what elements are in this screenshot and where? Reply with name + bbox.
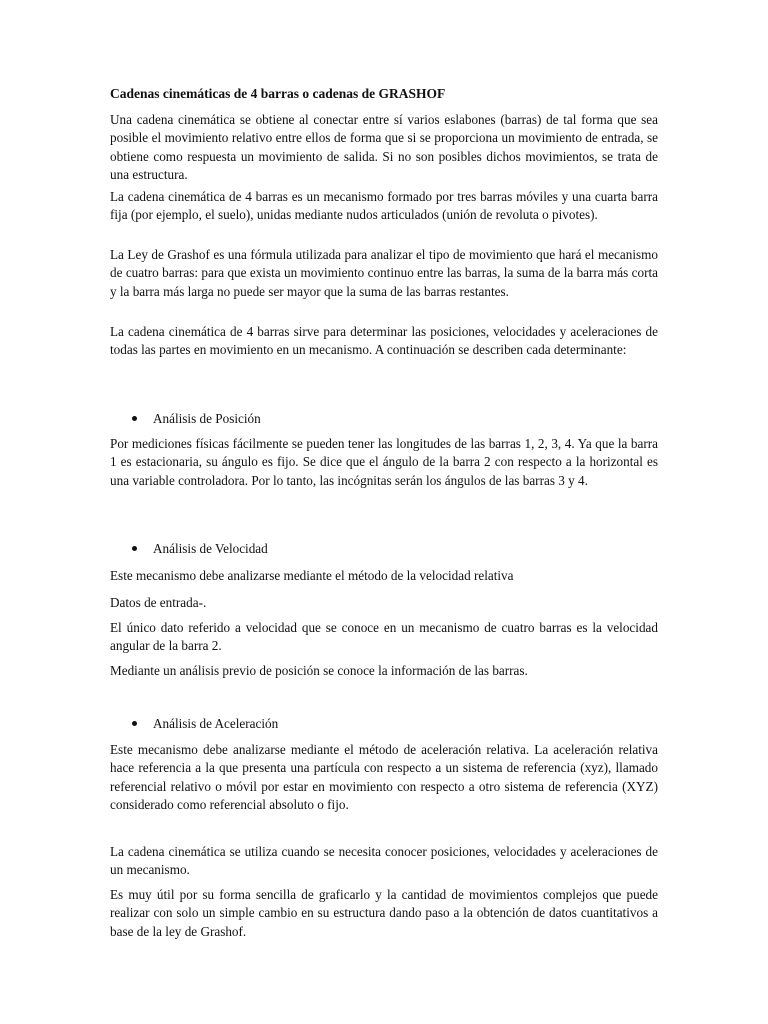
section-heading-velocidad (132, 540, 268, 558)
intro-paragraph-2: La cadena cinemática de 4 barras es un mecanismo formado por tres barras móviles y una cuarta barra fija (por ejemplo, el suelo), unidas mediante nudos articulados (unión de revoluta o pivotes). (110, 189, 658, 223)
section-heading-label: Análisis de Aceleración (153, 716, 279, 731)
section-heading-label: Análisis de Velocidad (153, 541, 268, 556)
velocidad-paragraph-4: Mediante un análisis previo de posición se conoce la información de las barras. (110, 663, 528, 678)
intro-paragraph-3: La Ley de Grashof es una fórmula utilizada para analizar el tipo de movimiento que hará el mecanismo de cuatro barras: para que exista un movimiento continuo entre las barras, la suma de la barra más corta y la barra más larga no puede ser mayor que la suma de las barras restantes. (110, 247, 658, 299)
section-heading-aceleracion (132, 715, 278, 733)
posicion-paragraph-1: Por mediciones físicas fácilmente se pueden tener las longitudes de las barras 1, 2, 3, 4. Ya que la barra 1 es estacionaria, su ángulo es fijo. Se dice que el ángulo de la barra 2 con respecto a la horizontal es una variable controladora. Por lo tanto, las incógnitas serán los ángulos de las barras 3 y 4. (110, 436, 658, 488)
velocidad-paragraph-1: Este mecanismo debe analizarse mediante el método de la velocidad relativa (110, 568, 514, 583)
intro-paragraph-4: La cadena cinemática de 4 barras sirve para determinar las posiciones, velocidades y aceleraciones de todas las partes en movimiento en un mecanismo. A continuación se describen cada determinante: (110, 324, 658, 358)
document-title: Cadenas cinemáticas de 4 barras o cadenas de GRASHOF (110, 86, 446, 101)
intro-paragraph-1: Una cadena cinemática se obtiene al conectar entre sí varios eslabones (barras) de tal forma que sea posible el movimiento relativo entre ellos de forma que si se proporciona un movimiento de entrada, se obtiene como respuesta un movimiento de salida. Si no son posibles dichos movimientos, se trata de una estructura. (110, 112, 658, 183)
closing-paragraph-2: Es muy útil por su forma sencilla de graficarlo y la cantidad de movimientos complejos que puede realizar con solo un simple cambio en su estructura dando paso a la obtención de datos cuantitativos a base de la ley de Grashof. (110, 887, 658, 939)
section-heading-label: Análisis de Posición (153, 411, 261, 426)
bullet-icon (132, 416, 137, 421)
velocidad-paragraph-3: El único dato referido a velocidad que se conoce en un mecanismo de cuatro barras es la velocidad angular de la barra 2. (110, 620, 658, 654)
aceleracion-paragraph-1: Este mecanismo debe analizarse mediante el método de aceleración relativa. La aceleración relativa hace referencia a la que presenta una partícula con respecto a un sistema de referencia (xyz), llamado referencial relativo o móvil por estar en movimiento con respecto a otro sistema de referencia (XYZ) considerado como referencial absoluto o fijo. (110, 742, 658, 813)
section-heading-posicion (132, 410, 261, 428)
closing-paragraph-1: La cadena cinemática se utiliza cuando se necesita conocer posiciones, velocidades y aceleraciones de un mecanismo. (110, 844, 658, 878)
bullet-icon (132, 546, 137, 551)
velocidad-paragraph-2: Datos de entrada-. (110, 595, 207, 610)
bullet-icon (132, 721, 137, 726)
